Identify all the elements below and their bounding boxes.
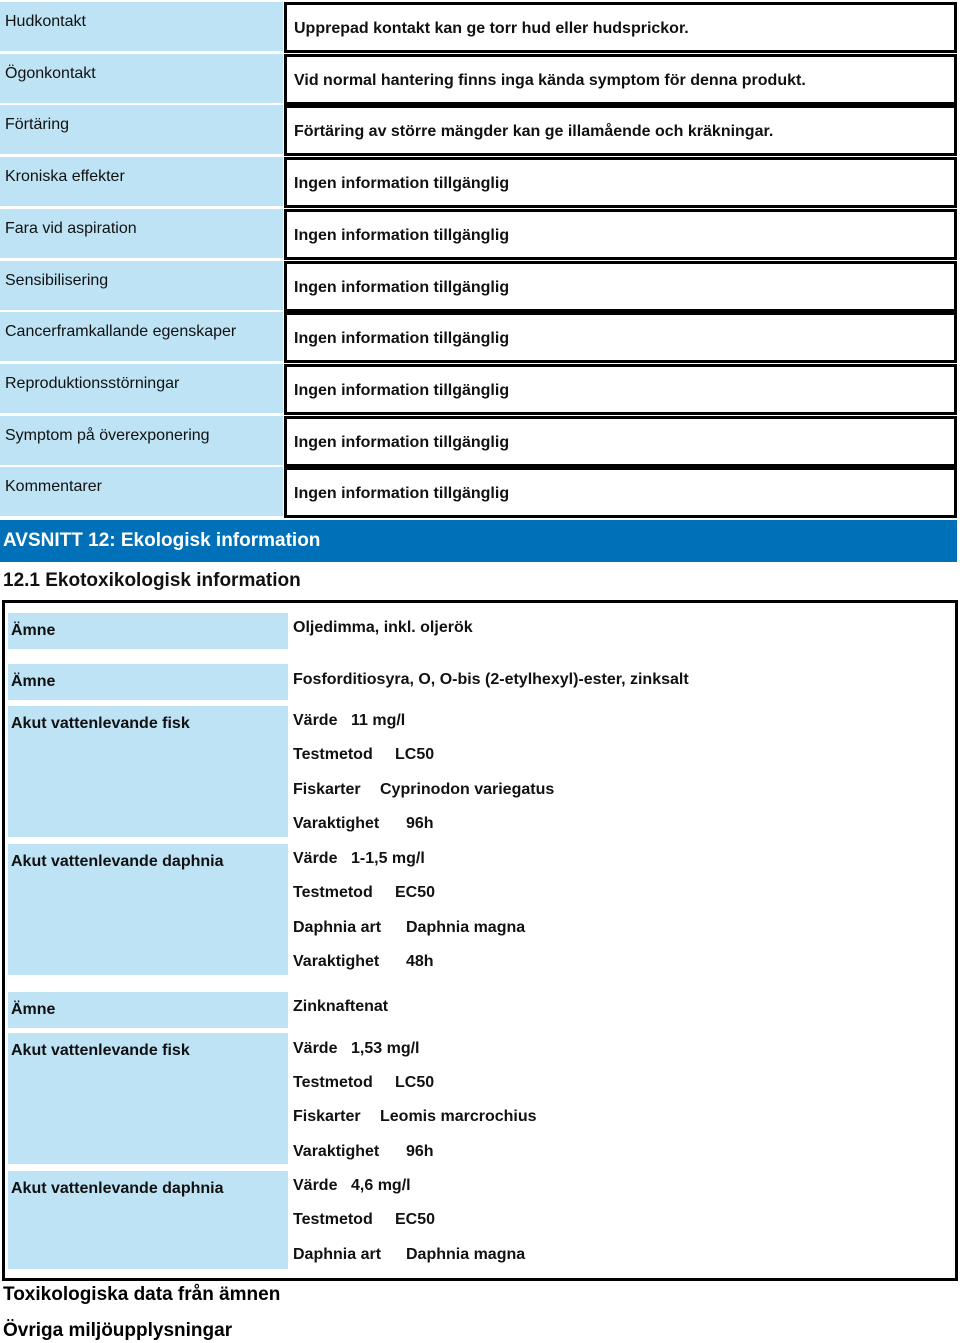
- substance-label: Ämne: [8, 613, 288, 649]
- health-row-label: Kommentarer: [0, 467, 283, 516]
- health-row-label: Sensibilisering: [0, 261, 283, 310]
- health-row-label: Förtäring: [0, 105, 283, 154]
- daphnia-label: Akut vattenlevande daphnia: [8, 1171, 288, 1269]
- duration-key: Varaktighet: [293, 1143, 380, 1160]
- value-key: Värde: [293, 850, 338, 867]
- species-key: Daphnia art: [293, 1246, 382, 1263]
- other-env-heading: Övriga miljöupplysningar: [3, 1320, 233, 1341]
- health-row: [0, 2, 960, 51]
- value: 4,6 mg/l: [351, 1177, 411, 1194]
- health-row-label: Cancerframkallande egenskaper: [0, 312, 283, 361]
- species: Cyprinodon variegatus: [380, 781, 555, 798]
- method: EC50: [395, 884, 436, 901]
- health-row-value: Ingen information tillgänglig: [284, 312, 957, 363]
- value: 1-1,5 mg/l: [351, 850, 425, 867]
- duration: 96h: [406, 815, 434, 832]
- value-key: Värde: [293, 1040, 338, 1057]
- method: LC50: [395, 1074, 435, 1091]
- method-key: Testmetod: [293, 1074, 373, 1091]
- health-row: [0, 467, 960, 516]
- health-row-value: Ingen information tillgänglig: [284, 467, 957, 518]
- health-row-value: Ingen information tillgänglig: [284, 157, 957, 208]
- health-row: [0, 416, 960, 465]
- duration-key: Varaktighet: [293, 815, 380, 832]
- subsection-title: 12.1 Ekotoxikologisk information: [3, 570, 301, 591]
- health-row-value: Upprepad kontakt kan ge torr hud eller hudsprickor.: [284, 2, 957, 53]
- method-key: Testmetod: [293, 884, 373, 901]
- value-key: Värde: [293, 712, 338, 729]
- health-row: [0, 54, 960, 103]
- method: EC50: [395, 1211, 436, 1228]
- health-row-value: Förtäring av större mängder kan ge illamående och kräkningar.: [284, 105, 957, 156]
- fish-label: Akut vattenlevande fisk: [8, 706, 288, 837]
- species-key: Fiskarter: [293, 781, 361, 798]
- section-title: AVSNITT 12: Ekologisk information: [3, 530, 321, 551]
- health-row-value: Ingen information tillgänglig: [284, 261, 957, 312]
- value-key: Värde: [293, 1177, 338, 1194]
- tox-data-heading: Toxikologiska data från ämnen: [3, 1284, 281, 1305]
- value: 11 mg/l: [351, 712, 406, 729]
- duration-key: Varaktighet: [293, 953, 380, 970]
- substance-label: Ämne: [8, 664, 288, 700]
- health-row-value: Ingen information tillgänglig: [284, 209, 957, 260]
- section-header-bar: [0, 520, 957, 562]
- duration: 96h: [406, 1143, 434, 1160]
- daphnia-label: Akut vattenlevande daphnia: [8, 844, 288, 975]
- method-key: Testmetod: [293, 1211, 373, 1228]
- value: 1,53 mg/l: [351, 1040, 420, 1057]
- health-row: [0, 312, 960, 361]
- health-row: [0, 209, 960, 258]
- health-row-label: Symptom på överexponering: [0, 416, 283, 465]
- species: Leomis marcrochius: [380, 1108, 537, 1125]
- health-row-label: Kroniska effekter: [0, 157, 283, 206]
- health-row: [0, 364, 960, 413]
- health-row-value: Vid normal hantering finns inga kända symptom för denna produkt.: [284, 54, 957, 105]
- health-row: [0, 105, 960, 154]
- health-row-label: Reproduktionsstörningar: [0, 364, 283, 413]
- health-row-value: Ingen information tillgänglig: [284, 364, 957, 415]
- species-key: Daphnia art: [293, 919, 382, 936]
- substance-name: Zinknaftenat: [293, 998, 389, 1015]
- health-row-label: Hudkontakt: [0, 2, 283, 51]
- health-row-label: Fara vid aspiration: [0, 209, 283, 258]
- health-row-value: Ingen information tillgänglig: [284, 416, 957, 467]
- substance-label: Ämne: [8, 992, 288, 1028]
- method-key: Testmetod: [293, 746, 373, 763]
- fish-label: Akut vattenlevande fisk: [8, 1033, 288, 1164]
- species: Daphnia magna: [406, 1246, 526, 1263]
- duration: 48h: [406, 953, 434, 970]
- health-row: [0, 261, 960, 310]
- health-row: [0, 157, 960, 206]
- species: Daphnia magna: [406, 919, 526, 936]
- substance-name: Oljedimma, inkl. oljerök: [293, 619, 473, 636]
- method: LC50: [395, 746, 435, 763]
- substance-name: Fosforditiosyra, O, O-bis (2-etylhexyl)-ester, zinksalt: [293, 671, 689, 688]
- health-row-label: Ögonkontakt: [0, 54, 283, 103]
- species-key: Fiskarter: [293, 1108, 361, 1125]
